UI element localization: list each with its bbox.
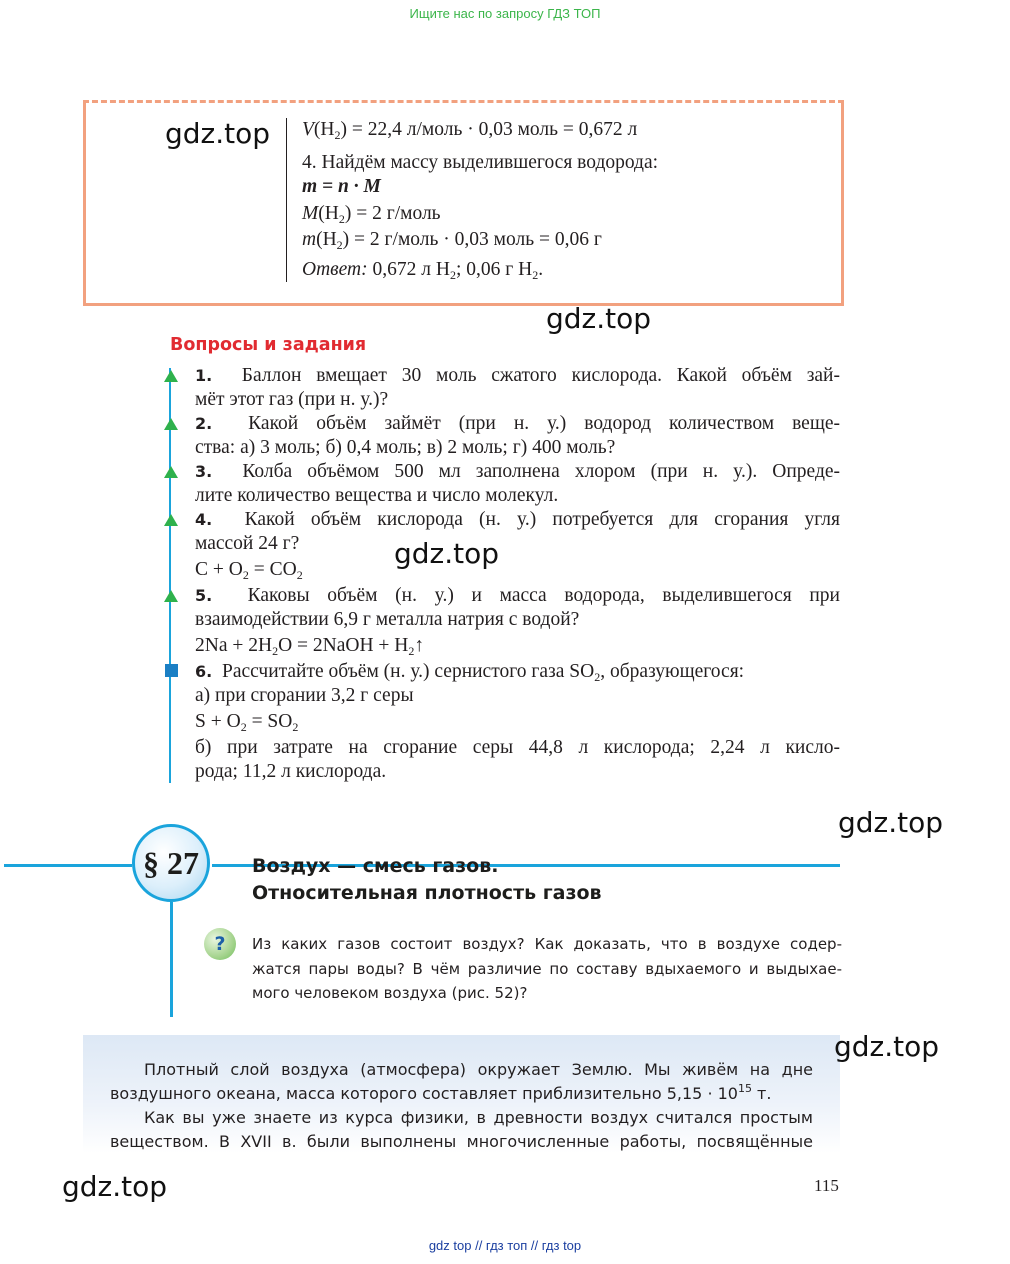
question-6: 6. Рассчитайте объём (н. у.) сернистого газа $SO_2$, образующегося: а) при сгорании 3,2 г серы $S + O_2 = SO_2$ б) при затрате на сгорание серы 44,8 л кислорода; 2,24 л кисло- рода; 11,2 л кислорода. (195, 661, 840, 782)
watermark: gdz.top (165, 117, 271, 150)
section-rule-left (4, 864, 132, 867)
paragraph-title-line-1: Воздух — смесь газов. (252, 855, 499, 877)
questions-rule (169, 368, 171, 783)
question-1: 1. Баллон вмещает 30 моль сжатого кислорода. Какой объём зай- мёт этот газ (при н. у.)? (195, 365, 840, 410)
solution-line-3: m = n · M (302, 176, 381, 197)
level-triangle-icon (164, 370, 178, 382)
question-2: 2. Какой объём займёт (при н. у.) водород количеством веще- ства: а) 3 моль; б) 0,4 моль; в) 2 моль; г) 400 моль? (195, 413, 840, 458)
question-3: 3. Колба объёмом 500 мл заполнена хлором (при н. у.). Опреде- лите количество вещества и число молекул. (195, 461, 841, 506)
question-icon: ? (204, 928, 236, 960)
page-number: 115 (814, 1176, 839, 1195)
solution-line-1: $V(H_2) = 22,4$ л/моль · 0,03 моль = 0,672 л (302, 119, 638, 142)
question-5: 5. Каковы объём (н. у.) и масса водорода, выделившегося при взаимодействии 6,9 г металла натрия с водой? $2Na + 2H_2O$ = 2NaOH + $H_2↑$ (195, 585, 840, 658)
solution-divider (286, 118, 287, 282)
question-4: 4. Какой объём кислорода (н. у.) потребуется для сгорания угля массой 24 г? $C + O_2 = CO_2$ (195, 509, 840, 582)
intro-questions: Из каких газов состоит воздух? Как доказать, что в воздухе содер- жатся пары воды? В чём различие по составу вдыхаемого и выдыхае- мого человеком воздуха (рис. 52)? (252, 935, 842, 1002)
footer-links[interactable]: gdz top // гдз топ // гдз top (428, 1238, 582, 1253)
paragraph-number-badge: § 27 (132, 824, 210, 902)
solution-line-2: 4. Найдём массу выделившегося водорода: (302, 152, 659, 173)
top-banner[interactable]: Ищите нас по запросу ГДЗ ТОП (409, 6, 601, 21)
solution-line-5: $m(H_2) = 2$ г/моль · 0,03 моль = 0,06 г (302, 229, 602, 252)
body-text: Плотный слой воздуха (атмосфера) окружает Землю. Мы живём на дне воздушного океана, масса которого составляет приблизительно $5,15 \cdot 10^{15}$ т. Как вы уже знаете из курса физики, в древности воздух считался простым веществом. В XVII в. были выполнены многочисленные работы, посвящённые (110, 1060, 813, 1151)
watermark: gdz.top (62, 1170, 168, 1203)
level-triangle-icon (164, 466, 178, 478)
solution-line-4: $M(H_2) = 2$ г/моль (302, 203, 441, 226)
watermark: gdz.top (394, 537, 500, 570)
watermark: gdz.top (838, 806, 944, 839)
questions-title: Вопросы и задания (170, 335, 367, 355)
watermark: gdz.top (834, 1030, 940, 1063)
level-triangle-icon (164, 418, 178, 430)
solution-answer: Ответ: 0,672 л $H_2$; 0,06 г $H_2$. (302, 259, 544, 282)
level-square-icon (165, 664, 178, 677)
level-triangle-icon (164, 590, 178, 602)
level-triangle-icon (164, 514, 178, 526)
paragraph-title-line-2: Относительная плотность газов (252, 882, 602, 904)
section-rule-vertical (170, 902, 173, 1017)
watermark: gdz.top (546, 302, 652, 335)
